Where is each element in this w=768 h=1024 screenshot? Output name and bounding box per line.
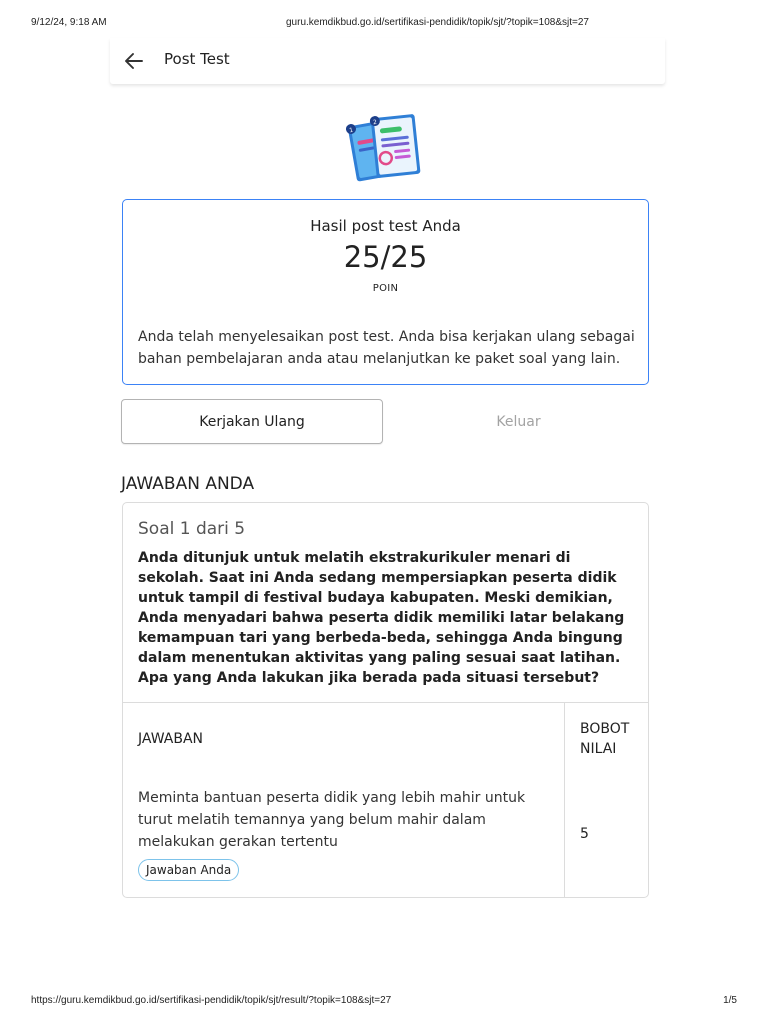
answer-score: 5 (580, 826, 589, 842)
retry-button[interactable]: Kerjakan Ulang (121, 399, 383, 444)
question-counter: Soal 1 dari 5 (138, 519, 246, 539)
print-datetime: 9/12/24, 9:18 AM (31, 17, 107, 28)
column-divider (564, 703, 565, 898)
print-footer-url: https://guru.kemdikbud.go.id/sertifikasi-pendidik/topik/sjt/result/?topik=108&sjt=27 (31, 995, 392, 1006)
answer-text: Meminta bantuan peserta didik yang lebih mahir untuk turut melatih temannya yang belum mahir dalam melakukan gerakan tertentu (138, 790, 526, 850)
exit-button[interactable]: Keluar (388, 399, 649, 444)
answers-section-title: JAWABAN ANDA (121, 474, 255, 494)
test-documents-icon (346, 110, 426, 186)
print-url: guru.kemdikbud.go.id/sertifikasi-pendidik/topik/sjt/?topik=108&sjt=27 (286, 17, 589, 28)
result-score: 25/25 (343, 240, 428, 274)
badge-one: 1 (348, 126, 354, 135)
result-message: Anda telah menyelesaikan post test. Anda bisa kerjakan ulang sebagai bahan pembelajaran anda atau melanjutkan ke paket soal yang lain. (138, 329, 635, 367)
result-card (122, 199, 649, 385)
your-answer-badge: Jawaban Anda (138, 859, 239, 881)
answer-table (123, 702, 648, 897)
print-page-number: 1/5 (723, 995, 737, 1006)
result-heading: Hasil post test Anda (310, 217, 461, 235)
back-button[interactable] (123, 50, 145, 72)
answer-column-header: JAWABAN (138, 731, 204, 747)
question-card (122, 502, 649, 898)
print-header (0, 17, 768, 31)
arrow-left-icon (123, 50, 145, 72)
app-header (110, 38, 665, 84)
result-unit: POIN (372, 283, 399, 294)
question-text: Anda ditunjuk untuk melatih ekstrakurikuler menari di sekolah. Saat ini Anda sedang mempersiapkan peserta didik untuk tampil di festival budaya kabupaten. Meski demikian, Anda menyadari bahwa peserta didik memiliki latar belakang kemampuan tari yang berbeda-beda, sehingga Anda bingung dalam menentukan aktivitas yang paling sesuai saat latihan. Apa yang Anda lakukan jika berada pada situasi tersebut? (138, 550, 625, 686)
page-title: Post Test (164, 50, 230, 68)
score-column-header: BOBOT NILAI (580, 721, 630, 757)
badge-two: 2 (372, 118, 378, 127)
print-footer (0, 995, 768, 1009)
